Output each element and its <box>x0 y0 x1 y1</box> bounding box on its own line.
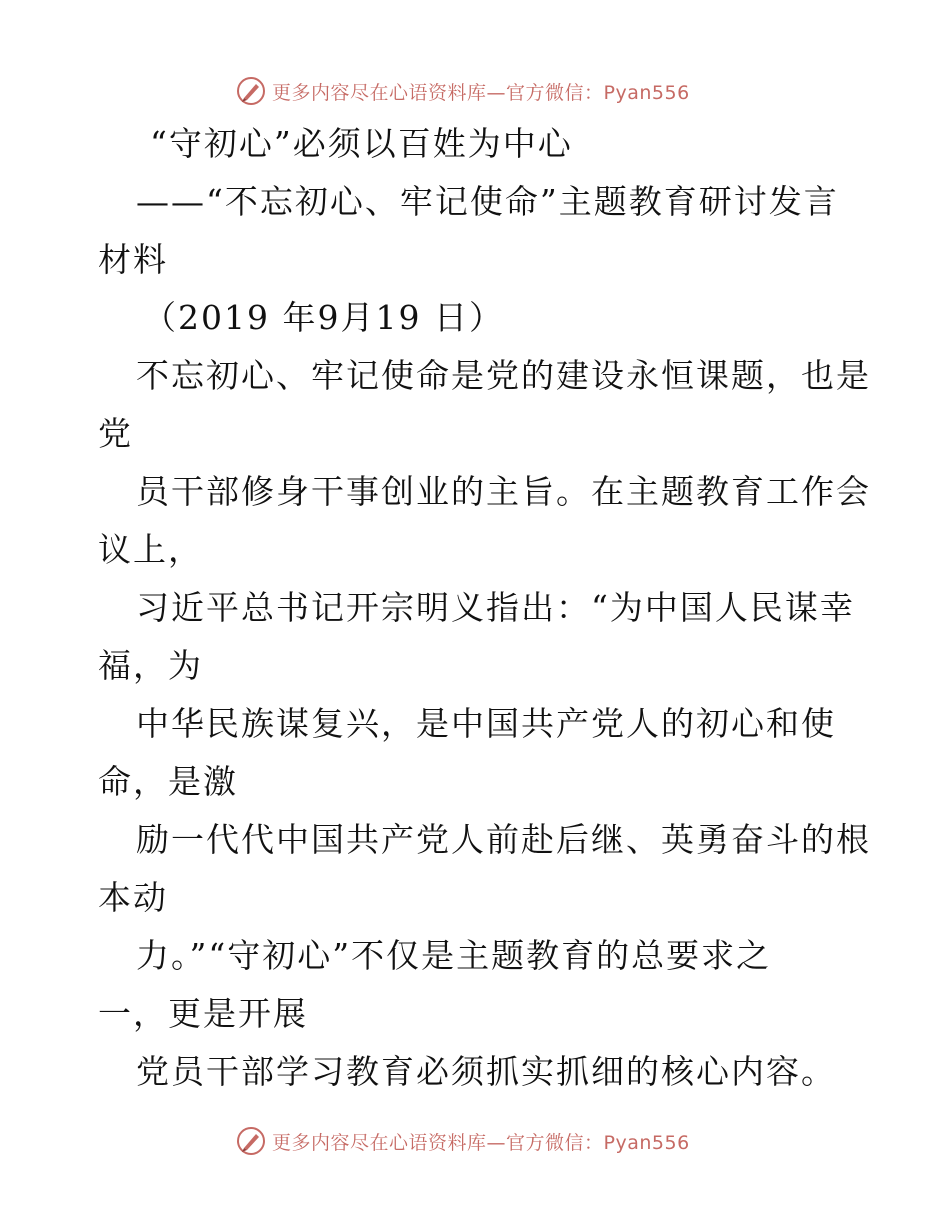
document-subtitle: ——“不忘初心、牢记使命”主题教育研讨发言 <box>136 182 839 221</box>
watermark-text: 更多内容尽在心语资料库—官方微信：Pyan556 <box>272 1131 690 1154</box>
body-line: 议上， <box>98 530 203 569</box>
body-line: 不忘初心、牢记使命是党的建设永恒课题，也是 <box>136 356 871 395</box>
body-line: 励一代代中国共产党人前赴后继、英勇奋斗的根 <box>136 820 871 859</box>
body-line: 习近平总书记开宗明义指出：“为中国人民谋幸 <box>136 588 855 627</box>
body-line: 一，更是开展 <box>98 994 308 1033</box>
body-line: 命，是激 <box>98 762 238 801</box>
watermark-header <box>236 74 690 108</box>
document-title: “守初心”必须以百姓为中心 <box>150 124 573 163</box>
document-subtitle-continued: 材料 <box>98 240 168 279</box>
pen-logo-icon <box>236 76 266 106</box>
body-line: 党 <box>98 414 133 453</box>
body-line: 本动 <box>98 878 168 917</box>
body-line: 党员干部学习教育必须抓实抓细的核心内容。 <box>136 1052 836 1091</box>
body-line: 员干部修身干事创业的主旨。在主题教育工作会 <box>136 472 871 511</box>
watermark-footer <box>236 1124 690 1158</box>
body-line: 力。”“守初心”不仅是主题教育的总要求之 <box>136 936 772 975</box>
watermark-text: 更多内容尽在心语资料库—官方微信：Pyan556 <box>272 81 690 104</box>
body-line: 福，为 <box>98 646 203 685</box>
pen-logo-icon <box>236 1126 266 1156</box>
document-date: （2019 年9月19 日） <box>143 298 504 337</box>
body-line: 中华民族谋复兴，是中国共产党人的初心和使 <box>136 704 836 743</box>
